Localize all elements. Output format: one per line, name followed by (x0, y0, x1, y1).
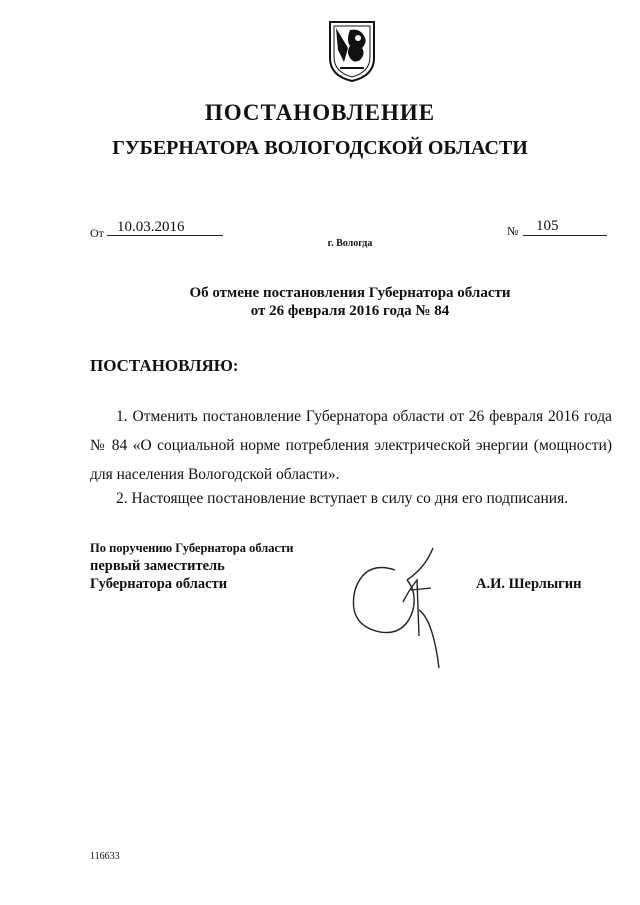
document-date: 10.03.2016 (117, 219, 185, 235)
signature-role-line-1: По поручению Губернатора области (90, 541, 294, 555)
handwritten-signature (335, 540, 455, 680)
signature-role-line-3: Губернатора области (90, 576, 228, 592)
subject-line-1: Об отмене постановления Губернатора области (189, 285, 511, 301)
signature-role-line-2: первый заместитель (90, 558, 225, 574)
internal-doc-number: 116633 (90, 851, 120, 862)
subject-line-2: от 26 февраля 2016 года № 84 (250, 303, 450, 319)
document-title: ПОСТАНОВЛЕНИЕ (204, 100, 436, 125)
document-subtitle: ГУБЕРНАТОРА ВОЛОГОДСКОЙ ОБЛАСТИ (112, 137, 528, 159)
date-prefix: От (90, 226, 104, 240)
number-underline (523, 235, 607, 236)
number-prefix: № (507, 224, 519, 238)
paragraph-1: 1. Отменить постановление Губернатора области от 26 февраля 2016 года № 84 «О социальной норме потребления электрической энергии (мощности) для населения Вологодской области». (90, 408, 612, 483)
decree-heading: ПОСТАНОВЛЯЮ: (90, 356, 239, 375)
signer-name: А.И. Шерлыгин (476, 576, 582, 592)
city: г. Вологда (327, 238, 373, 249)
paragraph-2: 2. Настоящее постановление вступает в силу со дня его подписания. (116, 490, 569, 507)
coat-of-arms-icon (326, 18, 378, 84)
document-number: 105 (536, 218, 559, 234)
